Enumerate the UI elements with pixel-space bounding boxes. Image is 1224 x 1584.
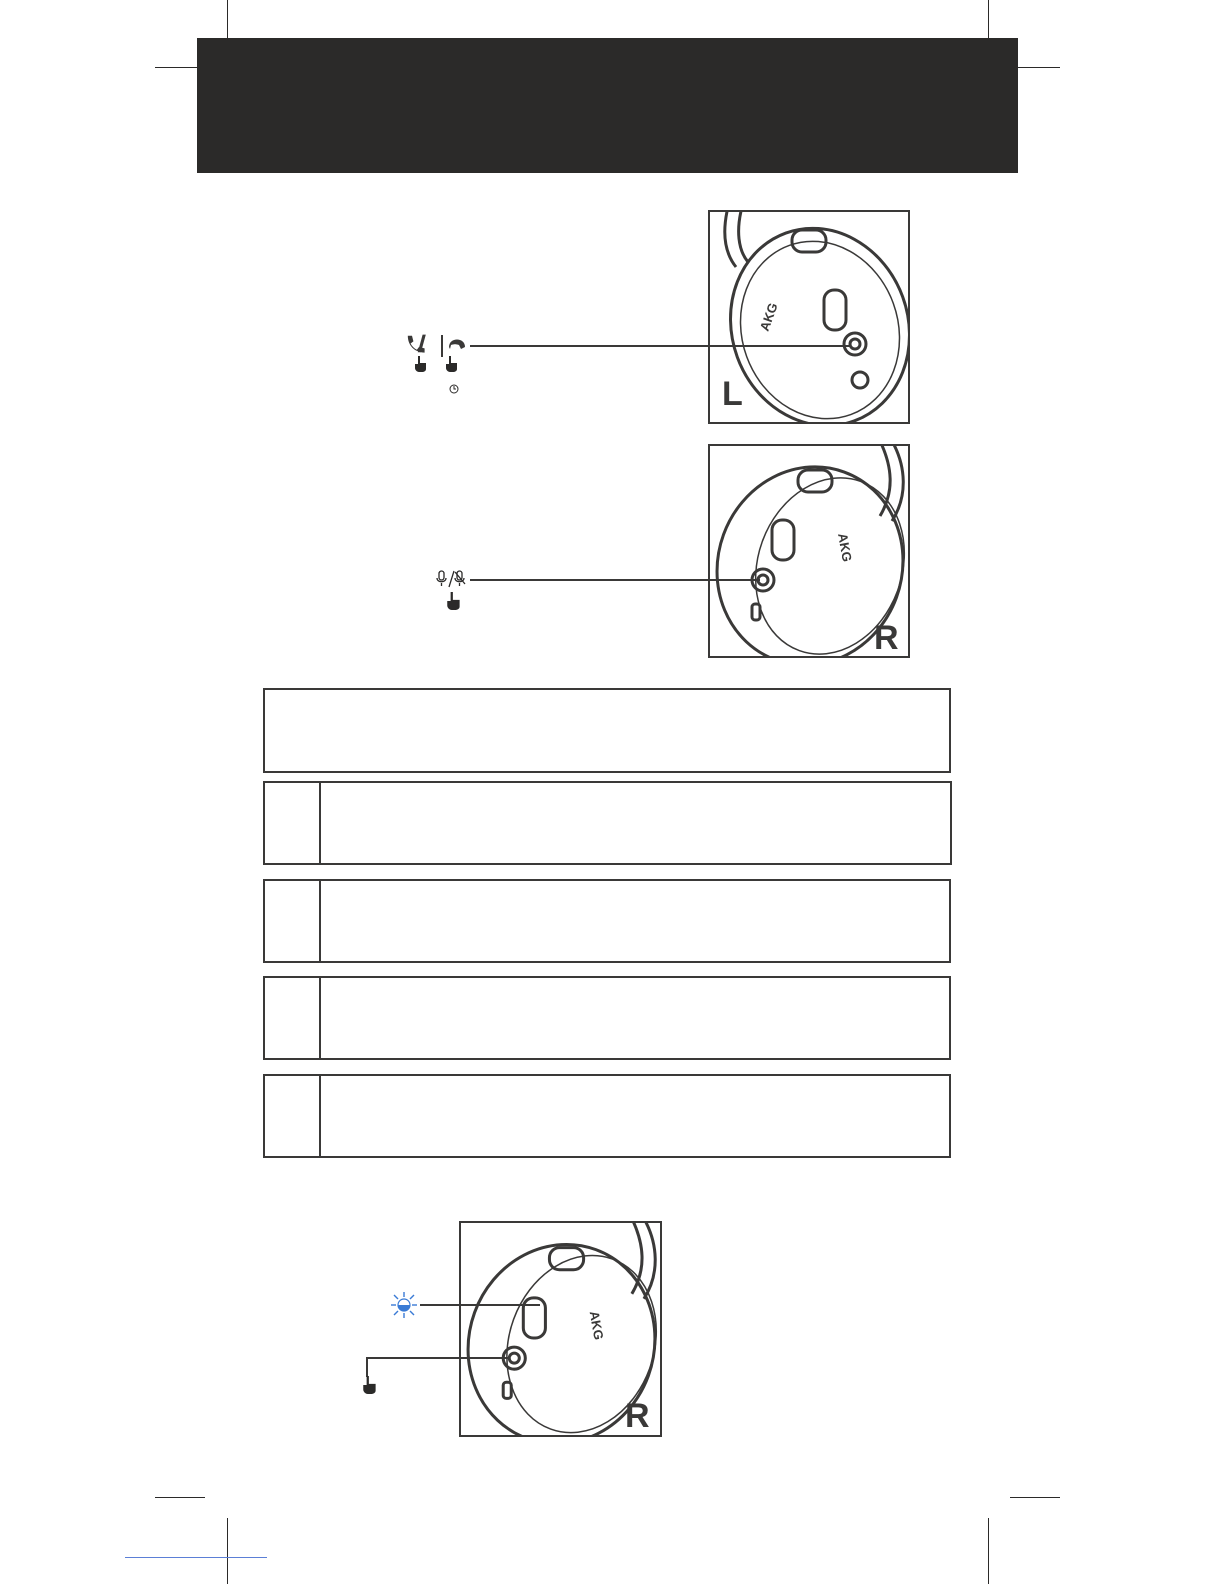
step-number bbox=[265, 1076, 321, 1156]
brand-logo: AKG bbox=[835, 531, 855, 563]
callout-line-call-button bbox=[470, 345, 850, 347]
brand-logo: AKG bbox=[586, 1309, 607, 1341]
callout-line-button-vertical bbox=[366, 1357, 368, 1377]
figure-right-ear-cup bbox=[708, 444, 910, 658]
led-blue-icon bbox=[390, 1291, 418, 1324]
crop-mark bbox=[988, 1518, 989, 1584]
hand-press-icon bbox=[414, 356, 428, 377]
crop-mark bbox=[155, 1497, 205, 1498]
step-number bbox=[265, 978, 321, 1058]
side-label-left: L bbox=[722, 375, 743, 413]
page-header-bar bbox=[197, 38, 1018, 173]
step-row bbox=[263, 976, 951, 1060]
brand-logo: AKG bbox=[756, 300, 781, 334]
mic-mute-icon bbox=[436, 570, 468, 593]
step-row bbox=[263, 781, 952, 865]
callout-line-led bbox=[420, 1304, 540, 1306]
timer-icon bbox=[449, 381, 459, 399]
figure-right-ear-cup-status bbox=[459, 1221, 662, 1437]
callout-line-button bbox=[366, 1357, 510, 1359]
callout-line-mic-button bbox=[470, 579, 760, 581]
step-number bbox=[265, 783, 321, 863]
crop-mark bbox=[988, 0, 989, 46]
figure-left-ear-cup bbox=[708, 210, 910, 424]
crop-mark bbox=[1010, 67, 1060, 68]
side-label-right: R bbox=[625, 1397, 650, 1435]
hand-press-icon bbox=[445, 356, 459, 377]
hand-press-icon bbox=[362, 1376, 378, 1399]
crop-mark bbox=[227, 1518, 228, 1584]
step-row bbox=[263, 879, 951, 963]
step-number bbox=[265, 881, 321, 961]
crop-mark bbox=[227, 0, 228, 46]
crop-mark bbox=[155, 67, 205, 68]
steps-table-header bbox=[263, 688, 951, 773]
crop-mark bbox=[1010, 1497, 1060, 1498]
hand-press-icon bbox=[446, 592, 462, 615]
side-label-right: R bbox=[874, 619, 899, 657]
link-underline bbox=[125, 1557, 267, 1558]
step-row bbox=[263, 1074, 951, 1158]
